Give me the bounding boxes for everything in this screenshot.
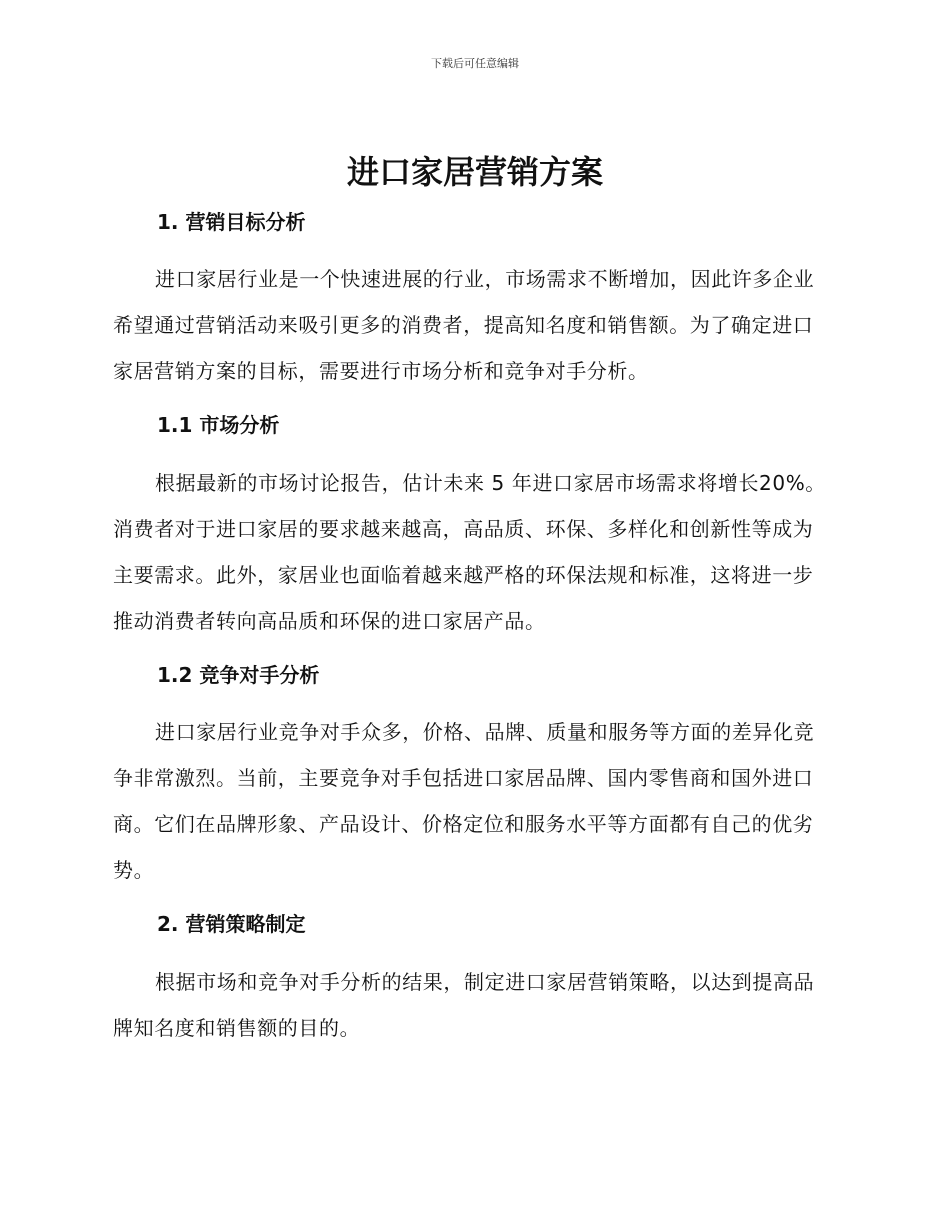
section-paragraph-1-1: 根据最新的市场讨论报告，估计未来 5 年进口家居市场需求将增长20%。消费者对于进口家居的要求越来越高，高品质、环保、多样化和创新性等成为主要需求。此外，家居业也面临着越来越严格的环保法规和标准，这将进一步推动消费者转向高品质和环保的进口家居产品。 [113, 471, 826, 633]
page-header-note: 下载后可任意编辑 [431, 57, 519, 70]
document-title: 进口家居营销方案 [346, 153, 603, 191]
section-heading-1-1-text: 1.1 市场分析 [157, 413, 280, 437]
section-heading-2: 2. 营销策略制定 [157, 912, 306, 936]
section-heading-1-1 [157, 411, 279, 439]
section-heading-1: 1. 营销目标分析 [157, 210, 306, 234]
section-paragraph-2: 根据市场和竞争对手分析的结果，制定进口家居营销策略，以达到提高品牌知名度和销售额的目的。 [113, 970, 815, 1040]
section-heading-1-2-text: 1.2 竞争对手分析 [157, 663, 320, 687]
section-heading-1-2 [157, 661, 319, 689]
section-paragraph-1-2: 进口家居行业竞争对手众多，价格、品牌、质量和服务等方面的差异化竞争非常激烈。当前，主要竞争对手包括进口家居品牌、国内零售商和国外进口商。它们在品牌形象、产品设计、价格定位和服务水平等方面都有自己的优劣势。 [113, 720, 815, 882]
section-paragraph-1: 进口家居行业是一个快速进展的行业，市场需求不断增加，因此许多企业希望通过营销活动来吸引更多的消费者，提高知名度和销售额。为了确定进口家居营销方案的目标，需要进行市场分析和竞争对手分析。 [113, 267, 815, 383]
